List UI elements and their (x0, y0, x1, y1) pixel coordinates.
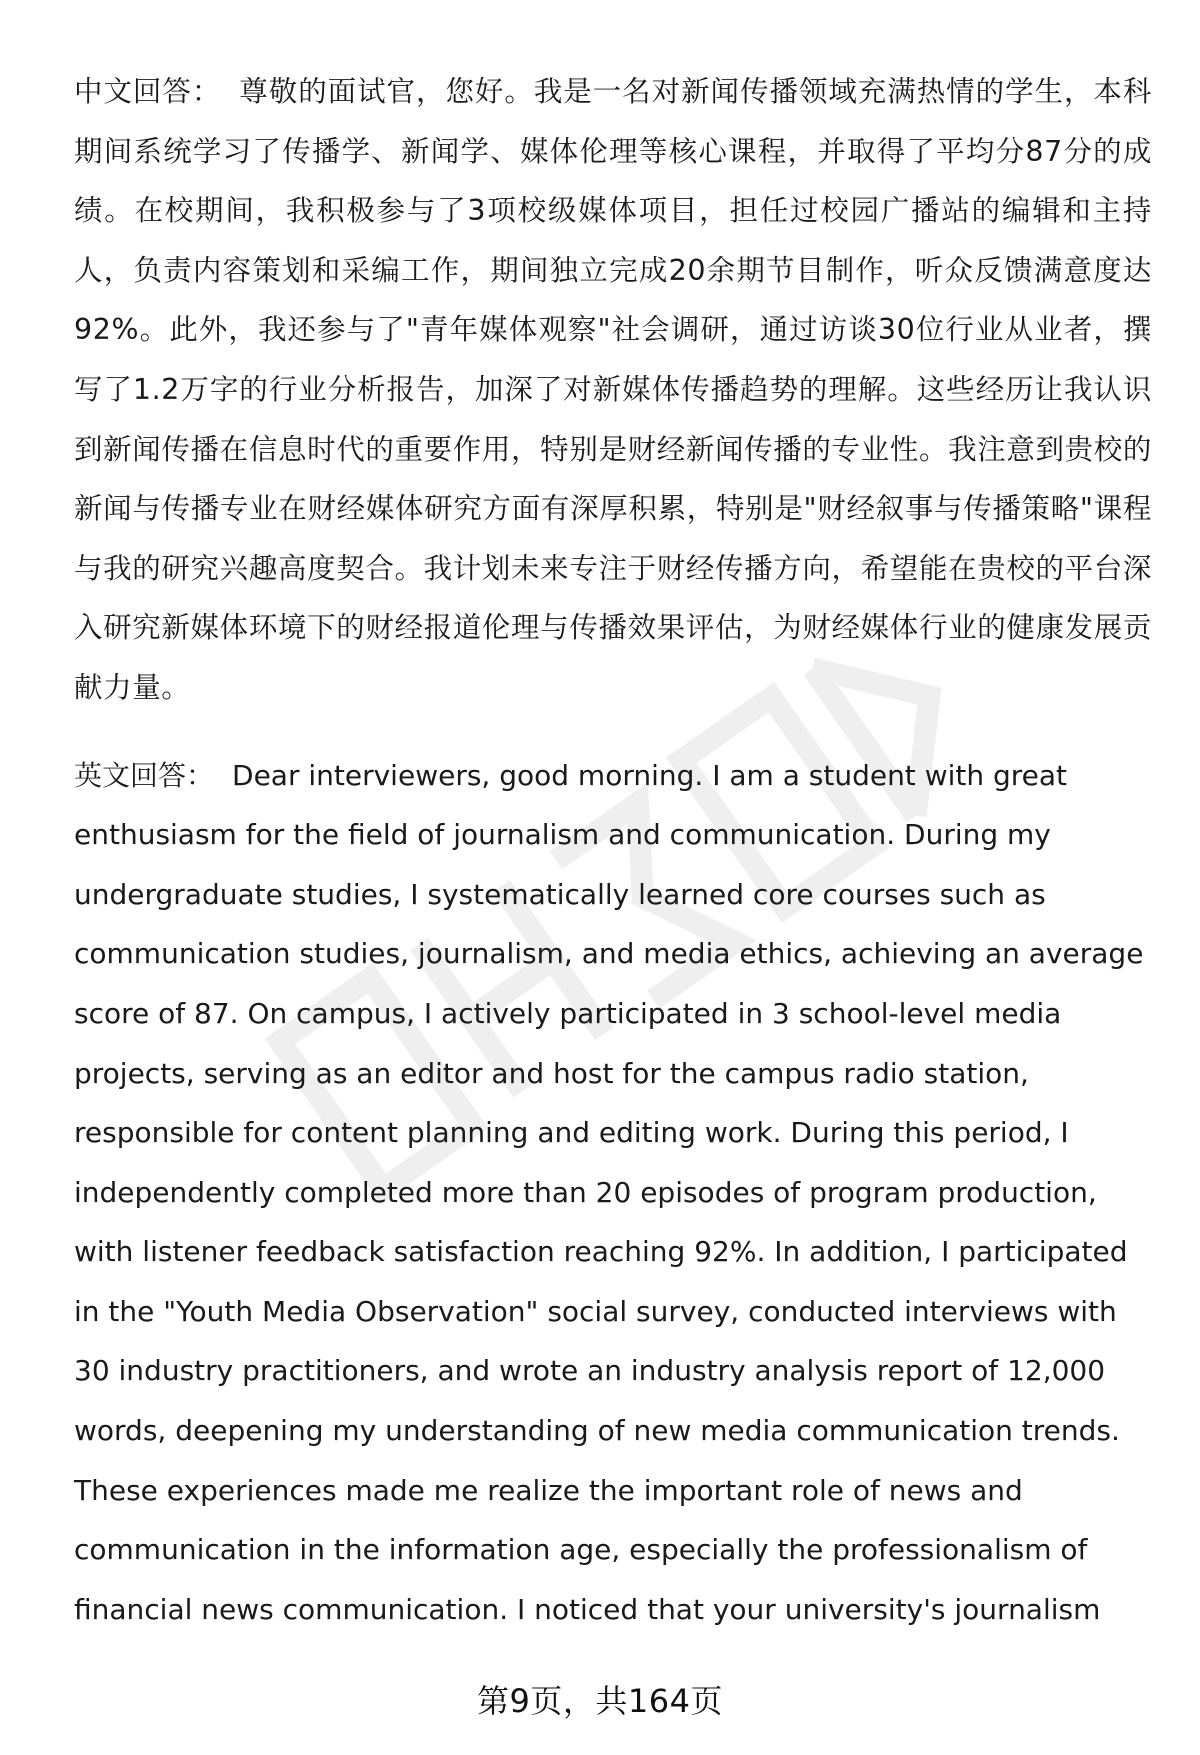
chinese-answer-label: 中文回答： (74, 75, 222, 108)
page-number-footer: 第9页，共164页 (477, 1682, 723, 1720)
english-answer-text: Dear interviewers, good morning. I am a student with great enthusiasm for the field of journalism and communication. During my undergraduate studies, I systematically learned core courses such as communication studies, journalism, and media ethics, achieving an average score of 87. On campus, I actively participated in 3 school-level media projects, serving as an editor and host for the campus radio station, responsible for content planning and editing work. During this period, I independently completed more than 20 episodes of program production, with listener feedback satisfaction reaching 92%. In addition, I participated in the "Youth Media Observation" social survey, conducted interviews with 30 industry practitioners, and wrote an industry analysis report of 12,000 words, deepening my understanding of new media communication trends. These experiences made me realize the important role of news and communication in the information age, especially the professionalism of financial news communication. I noticed that your university's journalism (74, 758, 1144, 1626)
chinese-answer-text: 尊敬的面试官，您好。我是一名对新闻传播领域充满热情的学生，本科期间系统学习了传播学、新闻学、媒体伦理等核心课程，并取得了平均分87分的成绩。在校期间，我积极参与了3项校级媒体项目，担任过校园广播站的编辑和主持人，负责内容策划和采编工作，期间独立完成20余期节目制作，听众反馈满意度达92%。此外，我还参与了"青年媒体观察"社会调研，通过访谈30位行业从业者，撰写了1.2万字的行业分析报告，加深了对新媒体传播趋势的理解。这些经历让我认识到新闻传播在信息时代的重要作用，特别是财经新闻传播的专业性。我注意到贵校的新闻与传播专业在财经媒体研究方面有深厚积累，特别是"财经叙事与传播策略"课程与我的研究兴趣高度契合。我计划未来专注于财经传播方向，希望能在贵校的平台深入研究新媒体环境下的财经报道伦理与传播效果评估，为财经媒体行业的健康发展贡献力量。 (74, 75, 1152, 704)
chinese-answer-paragraph (74, 62, 1152, 718)
english-answer-label: 英文回答： (74, 758, 215, 792)
english-answer-paragraph (74, 746, 1152, 1640)
document-body (74, 62, 1152, 1639)
